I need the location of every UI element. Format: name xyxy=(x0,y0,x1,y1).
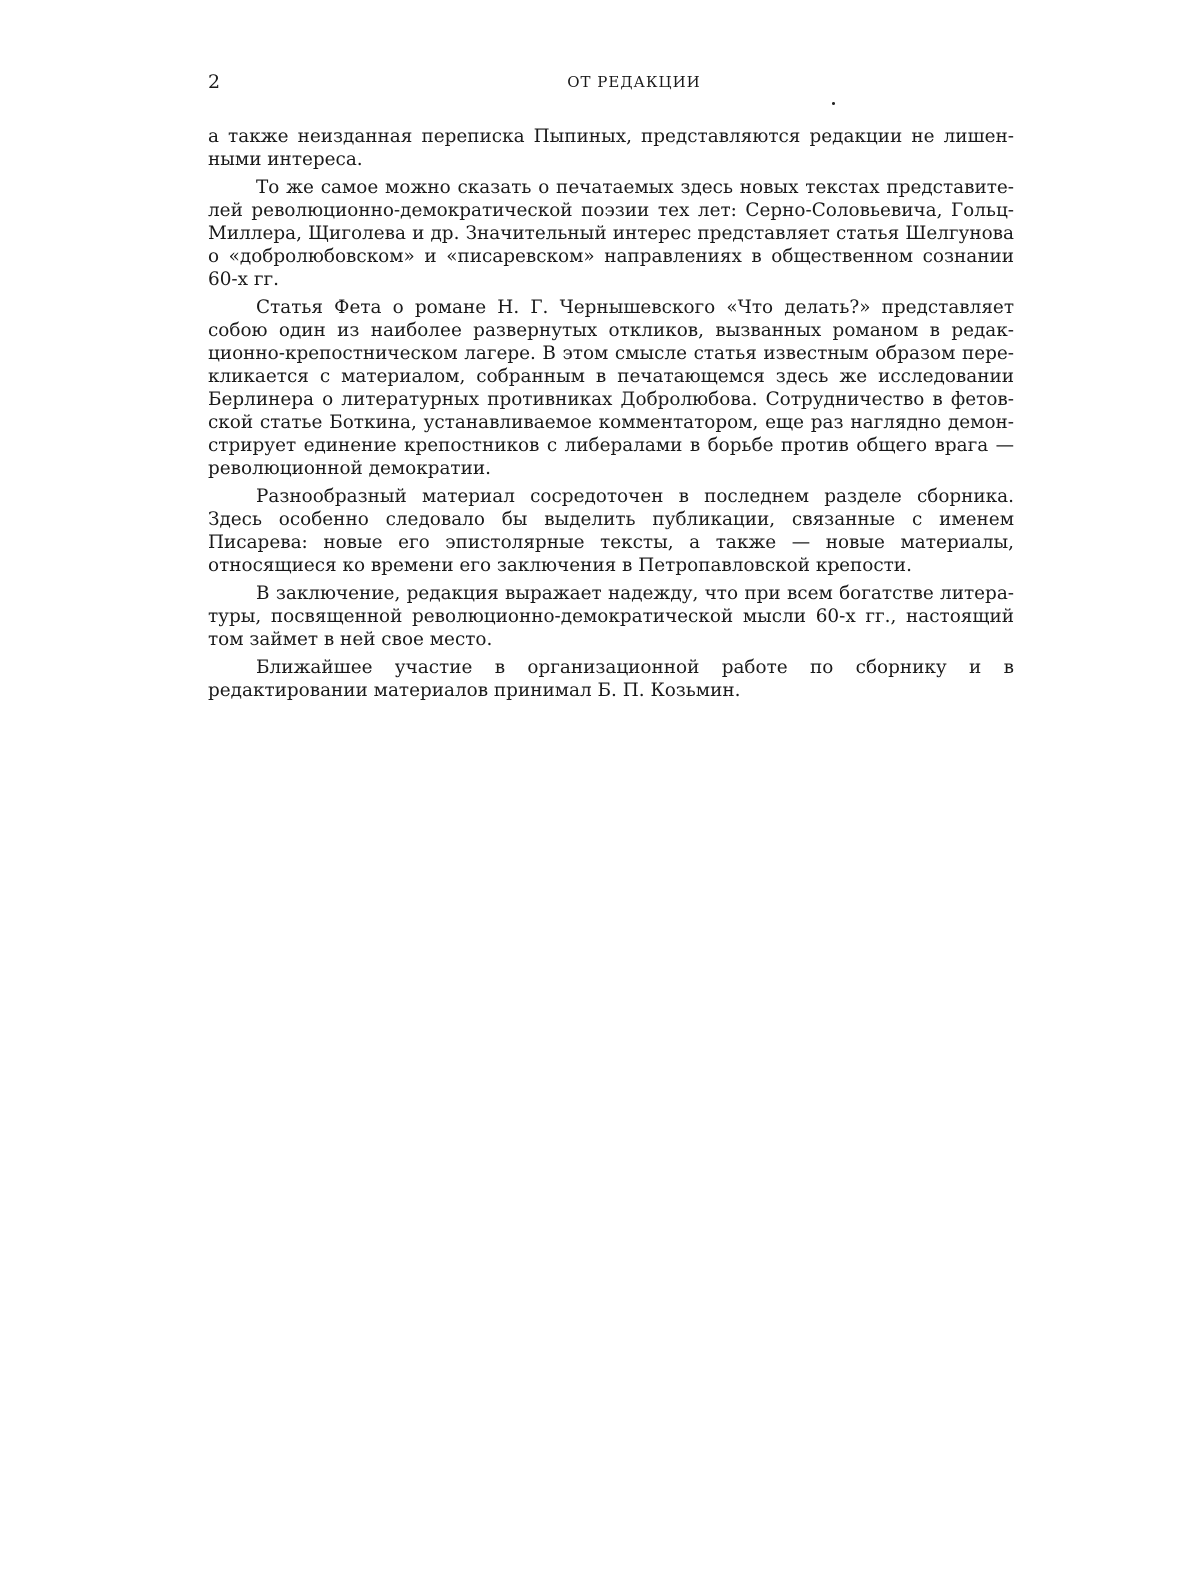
header-title: ОТ РЕДАКЦИИ xyxy=(567,73,701,91)
paragraph: Статья Фета о романе Н. Г. Чернышевского «Что делать?» представляет собою один из наиболее развернутых откликов, вызванных романом в редакционно-крепостническом лагере. В этом смысле статья известным образом перекликается с материалом, собранным в печатающемся здесь же исследовании Берлинера о литературных противниках Добролюбова. Сотрудничество в фетовской статье Боткина, устанавливаемое комментатором, еще раз наглядно демонстрирует единение крепостников с либералами в борьбе против общего врага — революционной демократии. xyxy=(208,297,1014,479)
paragraph: а также неизданная переписка Пыпиных, представляются редакции не лишенными интереса. xyxy=(208,126,1014,170)
body-text xyxy=(208,125,1014,707)
scan-speck xyxy=(832,102,835,105)
paragraph: Ближайшее участие в организационной работе по сборнику и в редактировании материалов принимал Б. П. Козьмин. xyxy=(208,657,1014,701)
paragraph: Разнообразный материал сосредоточен в последнем разделе сборника. Здесь особенно следовало бы выделить публикации, связанные с именем Писарева: новые его эпистолярные тексты, а также — новые материалы, относящиеся ко времени его заключения в Петропавловской крепости. xyxy=(208,486,1014,576)
paragraph: То же самое можно сказать о печатаемых здесь новых текстах представителей революционно-демократической поэзии тех лет: Серно-Соловьевича, Гольц-Миллера, Щиголева и др. Значительный интерес представляет статья Шелгунова о «добролюбовском» и «писаревском» направлениях в общественном сознании 60-х гг. xyxy=(208,177,1014,290)
page-number: 2 xyxy=(208,71,221,93)
paragraph: В заключение, редакция выражает надежду, что при всем богатстве литературы, посвященной революционно-демократической мысли 60-х гг., настоящий том займет в ней свое место. xyxy=(208,583,1014,650)
running-head xyxy=(208,70,1014,94)
